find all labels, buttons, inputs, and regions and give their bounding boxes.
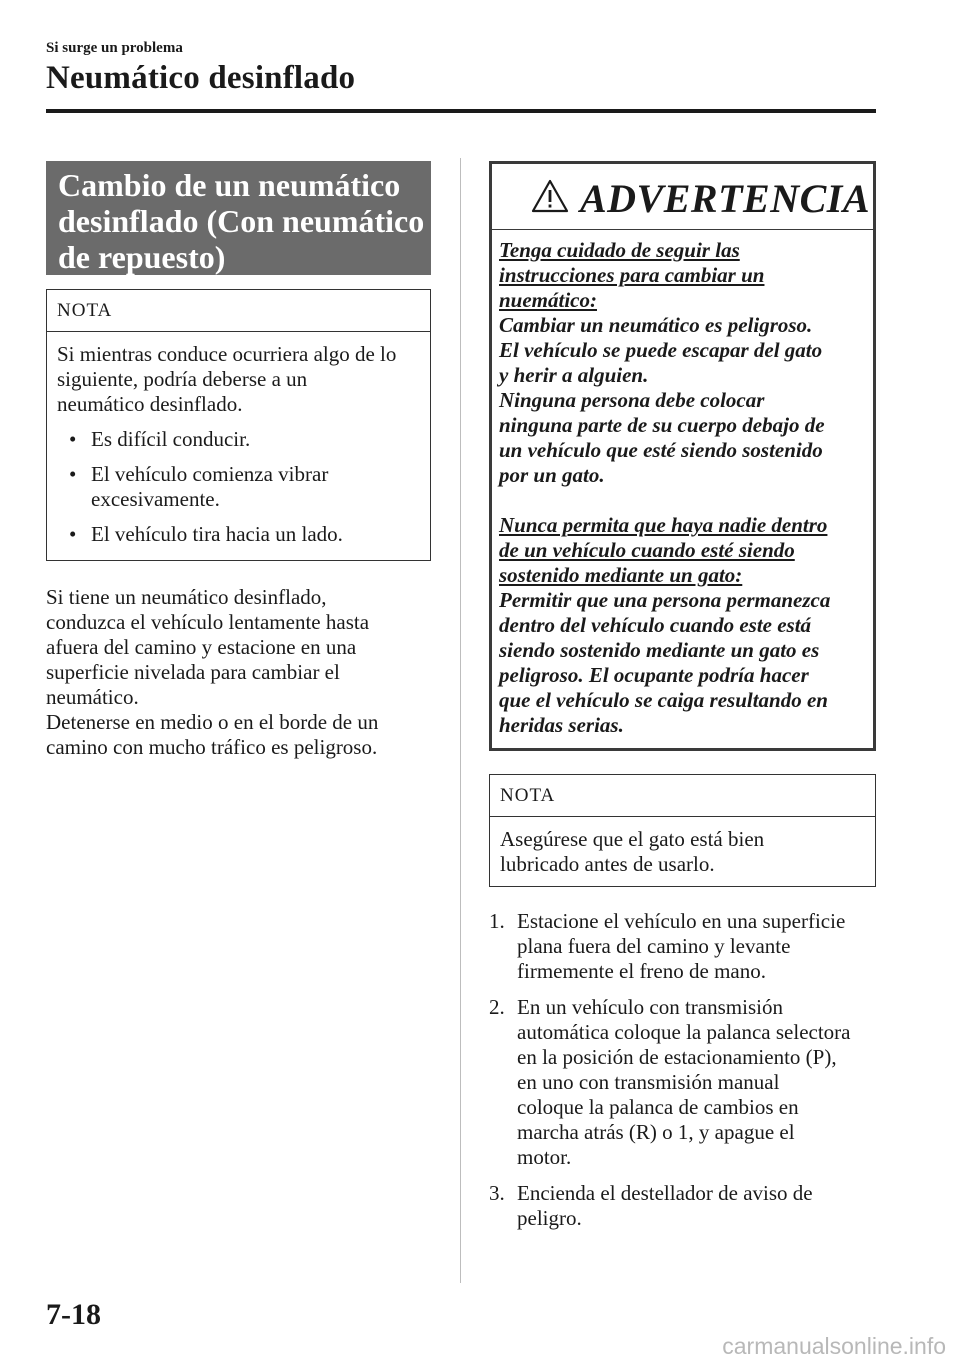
warning-subheading-line: de un vehículo cuando esté siendo (499, 538, 795, 562)
column-divider (460, 158, 461, 1283)
paragraph-line: camino con mucho tráfico es peligroso. (46, 735, 378, 759)
note-text-line: Asegúrese que el gato está bien (500, 827, 765, 851)
warning-text-line: Permitir que una persona permanezca (499, 588, 831, 612)
warning-text-line: y herir a alguien. (499, 363, 649, 387)
bullet-dot-icon: • (69, 427, 77, 451)
note-body (490, 817, 875, 877)
bullet-item (57, 427, 420, 452)
note-label: NOTA (490, 775, 875, 817)
bullet-dot-icon: • (69, 462, 77, 486)
warning-text-line: que el vehículo se caiga resultando en (499, 688, 828, 712)
warning-triangle-icon (531, 179, 569, 213)
step-text-line: Encienda el destellador de aviso de (517, 1181, 813, 1205)
warning-text-line: siendo sostenido mediante un gato es (499, 638, 820, 662)
warning-text-line: heridas serias. (499, 713, 624, 737)
warning-subheading-line: Nunca permita que haya nadie dentro (499, 513, 828, 537)
step-text-line: automática coloque la palanca selectora (517, 1020, 851, 1044)
page-number: 7-18 (46, 1298, 101, 1331)
note-box (46, 289, 431, 561)
note-text-line: siguiente, podría deberse a un (57, 367, 308, 391)
note-label: NOTA (47, 290, 430, 332)
step-text-line: coloque la palanca de cambios en (517, 1095, 799, 1119)
step-number: 2. (489, 995, 505, 1019)
warning-header (492, 164, 873, 230)
warning-subheading-line: sostenido mediante un gato: (499, 563, 743, 587)
steps-list (489, 909, 889, 1242)
bullet-dot-icon: • (69, 522, 77, 546)
note-box (489, 774, 876, 887)
warning-body (492, 230, 873, 738)
bullet-item (57, 522, 420, 547)
section-heading-line: Cambio de un neumático (58, 167, 401, 203)
step-text-line: plana fuera del camino y levante (517, 934, 791, 958)
body-paragraph (46, 585, 446, 760)
warning-text-line: El vehículo se puede escapar del gato (499, 338, 823, 362)
step-text-line: firmemente el freno de mano. (517, 959, 766, 983)
step-text-line: peligro. (517, 1206, 582, 1230)
paragraph-gap (499, 488, 873, 513)
paragraph-line: neumático. (46, 685, 139, 709)
paragraph-line: Si tiene un neumático desinflado, (46, 585, 327, 609)
paragraph-line: afuera del camino y estacione en una (46, 635, 357, 659)
warning-text-line: Cambiar un neumático es peligroso. (499, 313, 813, 337)
step-text-line: en uno con transmisión manual (517, 1070, 780, 1094)
header-rule (46, 109, 876, 113)
paragraph-line: Detenerse en medio o en el borde de un (46, 710, 379, 734)
section-heading-box (46, 161, 431, 275)
bullet-text-line: El vehículo comienza vibrar (91, 462, 329, 486)
note-text-line: neumático desinflado. (57, 392, 243, 416)
warning-subheading-line: Tenga cuidado de seguir las (499, 238, 740, 262)
note-text-line: Si mientras conduce ocurriera algo de lo (57, 342, 397, 366)
warning-text-line: un vehículo que esté siendo sostenido (499, 438, 823, 462)
step-text-line: en la posición de estacionamiento (P), (517, 1045, 837, 1069)
step-text-line: Estacione el vehículo en una superficie (517, 909, 846, 933)
step-item (489, 909, 889, 984)
section-label: Si surge un problema (46, 40, 183, 56)
warning-text-line: dentro del vehículo cuando este está (499, 613, 812, 637)
step-item (489, 995, 889, 1170)
section-heading-line: desinflado (Con neumático (58, 203, 425, 239)
watermark: carmanualsonline.info (722, 1333, 946, 1359)
warning-text-line: peligroso. El ocupante podría hacer (499, 663, 809, 687)
paragraph-line: superficie nivelada para cambiar el (46, 660, 340, 684)
warning-title: ADVERTENCIA (580, 176, 871, 221)
note-body (47, 332, 430, 547)
bullet-text-line: El vehículo tira hacia un lado. (91, 522, 343, 546)
step-text-line: motor. (517, 1145, 572, 1169)
step-number: 1. (489, 909, 505, 933)
warning-box (489, 161, 876, 751)
warning-subheading-line: instrucciones para cambiar un (499, 263, 765, 287)
bullet-text-line: Es difícil conducir. (91, 427, 251, 451)
warning-text-line: por un gato. (499, 463, 605, 487)
warning-text-line: Ninguna persona debe colocar (499, 388, 765, 412)
paragraph-line: conduzca el vehículo lentamente hasta (46, 610, 370, 634)
bullet-text-line: excesivamente. (91, 487, 220, 511)
bullet-item (57, 462, 420, 512)
step-item (489, 1181, 889, 1231)
step-text-line: En un vehículo con transmisión (517, 995, 783, 1019)
page-title: Neumático desinflado (46, 60, 356, 96)
section-heading-line: de repuesto) (58, 239, 226, 275)
note-text-line: lubricado antes de usarlo. (500, 852, 715, 876)
warning-subheading-line: nuemático: (499, 288, 597, 312)
step-number: 3. (489, 1181, 505, 1205)
warning-text-line: ninguna parte de su cuerpo debajo de (499, 413, 825, 437)
step-text-line: marcha atrás (R) o 1, y apague el (517, 1120, 795, 1144)
